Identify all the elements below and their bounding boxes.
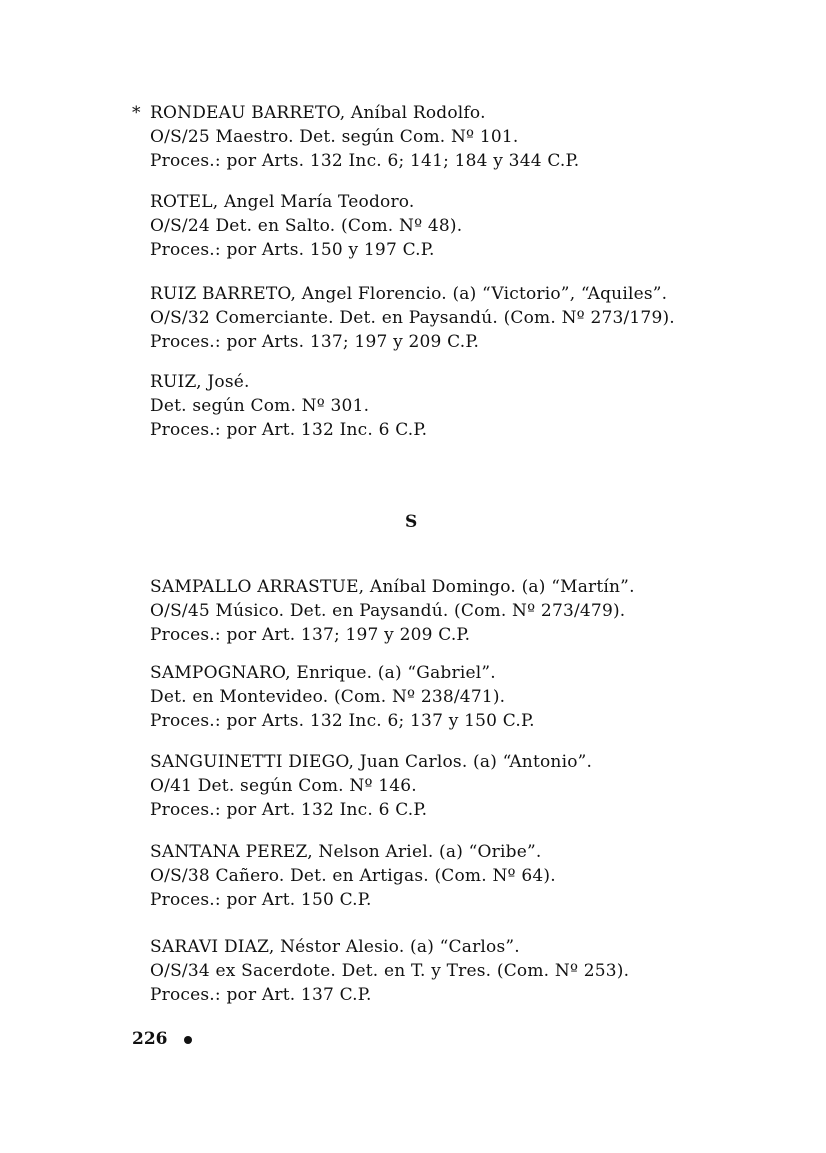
entry-detail: Det. según Com. Nº 301.: [150, 396, 370, 416]
entry-rondeau-barreto: [150, 101, 579, 173]
entry-sampognaro: [150, 661, 535, 733]
entry-detail: O/S/45 Músico. Det. en Paysandú. (Com. Nº 273/479).: [150, 601, 626, 621]
entry-proces: Proces.: por Arts. 137; 197 y 209 C.P.: [150, 332, 480, 352]
entry-detail: O/41 Det. según Com. Nº 146.: [150, 776, 417, 796]
entry-detail: O/S/32 Comerciante. Det. en Paysandú. (Com. Nº 273/179).: [150, 308, 675, 328]
entry-detail: O/S/24 Det. en Salto. (Com. Nº 48).: [150, 216, 463, 236]
asterisk-marker: *: [132, 103, 141, 123]
entry-detail: O/S/34 ex Sacerdote. Det. en T. y Tres. (Com. Nº 253).: [150, 961, 630, 981]
page-number: 226: [132, 1029, 168, 1049]
entry-sanguinetti-diego: [150, 750, 592, 822]
entry-saravi-diaz: [150, 935, 629, 1007]
entry-santana-perez: [150, 840, 556, 912]
entry-name: RUIZ BARRETO, Angel Florencio. (a) “Victorio”, “Aquiles”.: [150, 284, 668, 304]
entry-ruiz-barreto: [150, 282, 675, 354]
entry-proces: Proces.: por Art. 137 C.P.: [150, 985, 372, 1005]
section-letter: S: [405, 512, 418, 532]
entry-detail: O/S/38 Cañero. Det. en Artigas. (Com. Nº 64).: [150, 866, 556, 886]
entry-sampallo-arrastue: [150, 575, 635, 647]
entry-proces: Proces.: por Arts. 150 y 197 C.P.: [150, 240, 435, 260]
entry-name: SANTANA PEREZ, Nelson Ariel. (a) “Oribe”.: [150, 842, 542, 862]
entry-name: SARAVI DIAZ, Néstor Alesio. (a) “Carlos”.: [150, 937, 520, 957]
entry-detail: O/S/25 Maestro. Det. según Com. Nº 101.: [150, 127, 519, 147]
entry-name: RUIZ, José.: [150, 372, 250, 392]
entry-proces: Proces.: por Arts. 132 Inc. 6; 137 y 150 C.P.: [150, 711, 535, 731]
entry-name: SAMPALLO ARRASTUE, Aníbal Domingo. (a) “Martín”.: [150, 577, 635, 597]
entry-name: SAMPOGNARO, Enrique. (a) “Gabriel”.: [150, 663, 496, 683]
entry-proces: Proces.: por Art. 132 Inc. 6 C.P.: [150, 800, 428, 820]
entry-ruiz-jose: [150, 370, 427, 442]
entry-proces: Proces.: por Art. 132 Inc. 6 C.P.: [150, 420, 428, 440]
entry-rotel: [150, 190, 462, 262]
entry-proces: Proces.: por Art. 150 C.P.: [150, 890, 372, 910]
entry-proces: Proces.: por Art. 137; 197 y 209 C.P.: [150, 625, 471, 645]
entry-detail: Det. en Montevideo. (Com. Nº 238/471).: [150, 687, 506, 707]
entry-name: RONDEAU BARRETO, Aníbal Rodolfo.: [150, 103, 486, 123]
bullet-icon: [184, 1036, 192, 1044]
page-footer: [132, 1027, 192, 1051]
entry-name: SANGUINETTI DIEGO, Juan Carlos. (a) “Antonio”.: [150, 752, 593, 772]
entry-name: ROTEL, Angel María Teodoro.: [150, 192, 415, 212]
entry-proces: Proces.: por Arts. 132 Inc. 6; 141; 184 y 344 C.P.: [150, 151, 580, 171]
